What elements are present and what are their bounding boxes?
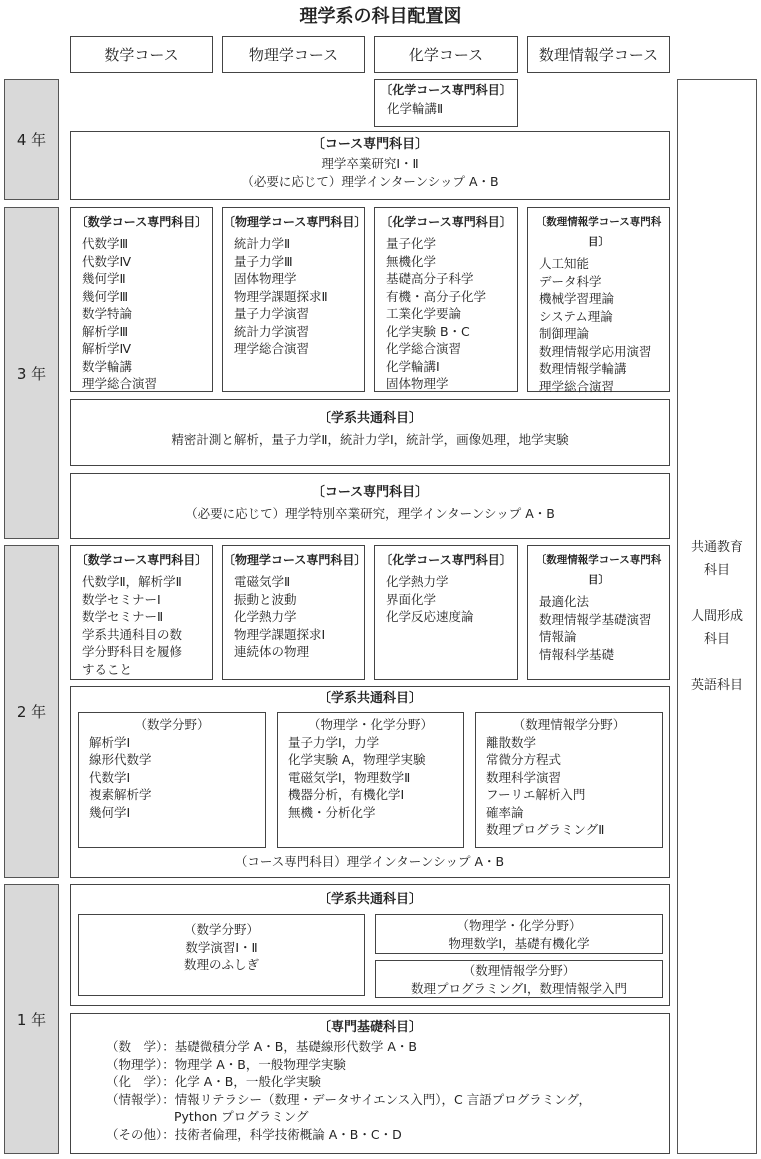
box-header: 〔数学コース専門科目〕 — [75, 553, 208, 567]
field-header: （数学分野） — [183, 922, 259, 937]
subject: 有機・高分子化学 — [386, 288, 487, 304]
year-text: 1 年 — [16, 1010, 47, 1029]
subject: 代数学Ⅰ — [89, 769, 131, 785]
subject: 確率論 — [486, 804, 524, 820]
subject: 制御理論 — [539, 326, 590, 341]
subject: 化学輪講Ⅰ — [386, 358, 440, 374]
subject: 量子力学演習 — [234, 306, 310, 321]
subject-line: （必要に応じて）理学インターンシップ A・B — [241, 173, 499, 189]
y2-common-box — [70, 686, 670, 878]
page-title: 理学系の科目配置図 — [299, 6, 462, 27]
common-line: 英語科目 — [690, 678, 743, 693]
y3-course-box — [70, 473, 670, 539]
subject: データ科学 — [539, 273, 602, 289]
course-label: 数理情報学コース — [538, 46, 659, 64]
subject: 統計力学演習 — [234, 323, 310, 339]
box-header: 〔学系共通科目〕 — [317, 691, 422, 706]
subject-line: 理学卒業研究Ⅰ・Ⅱ — [321, 156, 419, 171]
subject-line: 精密計測と解析，量子力学Ⅱ，統計力学Ⅰ，統計学，画像処理，地学実験 — [171, 432, 569, 447]
subject: 機械学習理論 — [539, 291, 615, 306]
y2-common-physchem — [277, 712, 464, 848]
row-text: 化学 A・B，一般化学実験 — [174, 1074, 321, 1089]
box-header: 〔学系共通科目〕 — [317, 411, 422, 426]
subject: 振動と波動 — [234, 591, 297, 607]
subject: 化学実験 B・C — [386, 323, 470, 339]
y2-math-box — [70, 545, 213, 680]
basic-row — [106, 1038, 669, 1056]
subject: 常微分方程式 — [486, 752, 562, 767]
box-header: 〔物理学コース専門科目〕 — [223, 215, 367, 229]
subject: 電磁気学Ⅰ，物理数学Ⅱ — [288, 769, 411, 785]
subject: 線形代数学 — [89, 752, 152, 767]
subject: 数学セミナーⅠ — [82, 591, 161, 607]
row-text: 技術者倫理，科学技術概論 A・B・C・D — [174, 1126, 402, 1142]
subject: 情報科学基礎 — [539, 646, 615, 662]
subject: 情報論 — [539, 629, 577, 644]
y1-common-info — [375, 960, 663, 998]
subject: 界面化学 — [386, 591, 437, 607]
subject: 幾何学Ⅰ — [89, 804, 131, 820]
box-header: 〔数理情報学コース専門科目〕 — [535, 554, 662, 586]
year-1-label — [4, 884, 59, 1154]
subject: 代数学Ⅱ，解析学Ⅱ — [82, 574, 182, 589]
subject: 固体物理学 — [386, 376, 449, 391]
row-text: 物理学 A・B，一般物理学実験 — [174, 1056, 346, 1072]
common-line: 科目 — [703, 632, 730, 647]
subject: フーリエ解析入門 — [486, 787, 586, 802]
box-header: 〔コース専門科目〕 — [311, 137, 429, 152]
subject: 数理情報学基礎演習 — [539, 611, 652, 627]
subject: 化学熱力学 — [234, 609, 297, 624]
field-header: （数学分野） — [134, 717, 210, 732]
subject: 代数学Ⅲ — [82, 236, 129, 251]
subject: 最適化法 — [539, 594, 590, 609]
year-text: 2 年 — [16, 703, 47, 721]
subject-line: 物理数学Ⅰ，基礎有機化学 — [448, 935, 590, 951]
field-header: （物理学・化学分野） — [456, 918, 582, 933]
row-label: （情報学）： — [106, 1091, 175, 1107]
subject-line: （必要に応じて）理学特別卒業研究，理学インターンシップ A・B — [185, 506, 555, 521]
subject: 離散数学 — [486, 734, 537, 750]
subject: 基礎高分子科学 — [386, 271, 474, 286]
y4-course-box — [70, 131, 670, 200]
common-line: 人間形成 — [690, 609, 743, 624]
subject: 幾何学Ⅲ — [82, 288, 129, 304]
subject: 統計力学Ⅱ — [234, 236, 291, 251]
y3-common-box — [70, 399, 670, 466]
subject: すること — [82, 661, 133, 677]
year-2-label — [4, 545, 59, 878]
subject: 数学特論 — [82, 306, 133, 321]
subject: 理学総合演習 — [234, 341, 310, 356]
box-header: 〔化学コース専門科目〕 — [380, 215, 512, 229]
subject: 機器分析，有機化学Ⅰ — [288, 787, 405, 802]
common-line: 共通教育 — [690, 540, 743, 555]
row-label: （その他）： — [106, 1126, 175, 1142]
common-line: 科目 — [703, 563, 730, 578]
year-text: 4 年 — [16, 131, 47, 149]
subject: 解析学Ⅰ — [89, 734, 131, 750]
subject: システム理論 — [539, 308, 613, 324]
subject-line: 数理プログラミングⅠ，数理情報学入門 — [411, 980, 627, 996]
y2-info-box — [527, 545, 670, 680]
subject-line: 数理のふしぎ — [183, 957, 259, 972]
subject: 数学セミナーⅡ — [82, 609, 164, 624]
basic-row — [106, 1091, 669, 1109]
subject: 解析学Ⅳ — [82, 341, 132, 356]
subject: 化学熱力学 — [386, 574, 449, 589]
y1-common-math — [78, 914, 365, 996]
subject: 人工知能 — [539, 256, 590, 271]
subject: 複素解析学 — [89, 787, 152, 802]
subject: 量子力学Ⅰ，力学 — [288, 734, 380, 750]
subject-line: （コース専門科目）理学インターンシップ A・B — [234, 854, 505, 869]
row-label: （物理学）： — [106, 1056, 175, 1072]
year-3-label — [4, 207, 59, 539]
course-header-math — [70, 36, 213, 73]
subject: 代数学Ⅳ — [82, 253, 132, 269]
row-label: （化 学）： — [106, 1074, 175, 1089]
subject: 化学総合演習 — [386, 341, 462, 356]
row-label: （数 学）： — [106, 1039, 175, 1054]
course-label: 化学コース — [408, 46, 484, 64]
y3-phys-box — [222, 207, 365, 392]
box-header: 〔数理情報学コース専門科目〕 — [535, 216, 662, 248]
common-education-column — [677, 79, 757, 1154]
y2-phys-box — [222, 545, 365, 680]
year-4-label — [4, 79, 59, 200]
y1-common-box — [70, 884, 670, 1006]
y3-chem-box — [374, 207, 518, 392]
y4-chem-box — [374, 79, 518, 127]
subject: 幾何学Ⅱ — [82, 271, 126, 286]
box-header: 〔物理学コース専門科目〕 — [223, 553, 367, 567]
subject: 固体物理学 — [234, 271, 297, 286]
subject: 化学反応速度論 — [386, 609, 474, 624]
basic-row — [106, 1108, 669, 1126]
field-header: （数理情報学分野） — [512, 717, 626, 732]
subject: 化学実験 A，物理学実験 — [288, 752, 426, 767]
box-header: 〔化学コース専門科目〕 — [380, 553, 512, 567]
subject: 学系共通科目の数 — [82, 626, 183, 642]
subject: 工業化学要論 — [386, 306, 462, 321]
subject: 無機化学 — [386, 253, 437, 269]
box-header: 〔化学コース専門科目〕 — [380, 83, 512, 97]
y3-math-box — [70, 207, 213, 392]
box-header: 〔コース専門科目〕 — [311, 485, 429, 500]
subject-line: 数学演習Ⅰ・Ⅱ — [185, 939, 258, 955]
subject: 量子化学 — [386, 236, 437, 251]
subject: 解析学Ⅲ — [82, 323, 129, 339]
y2-common-info — [475, 712, 663, 848]
row-text: 基礎微積分学 A・B，基礎線形代数学 A・B — [174, 1039, 417, 1054]
subject: 数理プログラミングⅡ — [486, 822, 605, 837]
basic-row — [106, 1056, 669, 1074]
field-header: （物理学・化学分野） — [307, 717, 433, 732]
basic-row — [106, 1126, 669, 1144]
basic-row — [106, 1073, 669, 1091]
y1-basic-box — [70, 1013, 670, 1154]
y2-common-math — [78, 712, 266, 848]
box-header: 〔専門基礎科目〕 — [317, 1020, 422, 1035]
subject: 数理情報学輪講 — [539, 361, 627, 376]
subject: 電磁気学Ⅱ — [234, 574, 291, 589]
course-label: 物理学コース — [248, 46, 339, 64]
box-header: 〔学系共通科目〕 — [317, 892, 422, 907]
box-header: 〔数学コース専門科目〕 — [75, 215, 208, 229]
subject: 化学輪講Ⅱ — [387, 101, 444, 116]
y2-chem-box — [374, 545, 518, 680]
subject: 連続体の物理 — [234, 644, 310, 659]
subject: 理学総合演習 — [539, 378, 615, 394]
course-header-info — [527, 36, 670, 73]
subject: 数理科学演習 — [486, 769, 562, 785]
y1-common-physchem — [375, 914, 663, 954]
subject: 物理学課題探求Ⅱ — [234, 288, 328, 304]
course-label: 数学コース — [104, 46, 179, 64]
subject: 数理情報学応用演習 — [539, 343, 652, 359]
year-text: 3 年 — [16, 364, 47, 383]
subject: 数学輪講 — [82, 358, 133, 374]
y3-info-box — [527, 207, 670, 392]
course-header-physics — [222, 36, 365, 73]
course-header-chemistry — [374, 36, 518, 73]
row-text: Python プログラミング — [174, 1109, 309, 1124]
row-text: 情報リテラシー（数理・データサイエンス入門），C 言語プログラミング， — [174, 1091, 591, 1107]
subject: 無機・分析化学 — [288, 804, 376, 820]
subject: 理学総合演習 — [82, 376, 158, 391]
subject: 学分野科目を履修 — [82, 644, 183, 659]
subject: 物理学課題探求Ⅰ — [234, 626, 326, 642]
field-header: （数理情報学分野） — [462, 963, 576, 978]
subject: 量子力学Ⅲ — [234, 253, 293, 269]
